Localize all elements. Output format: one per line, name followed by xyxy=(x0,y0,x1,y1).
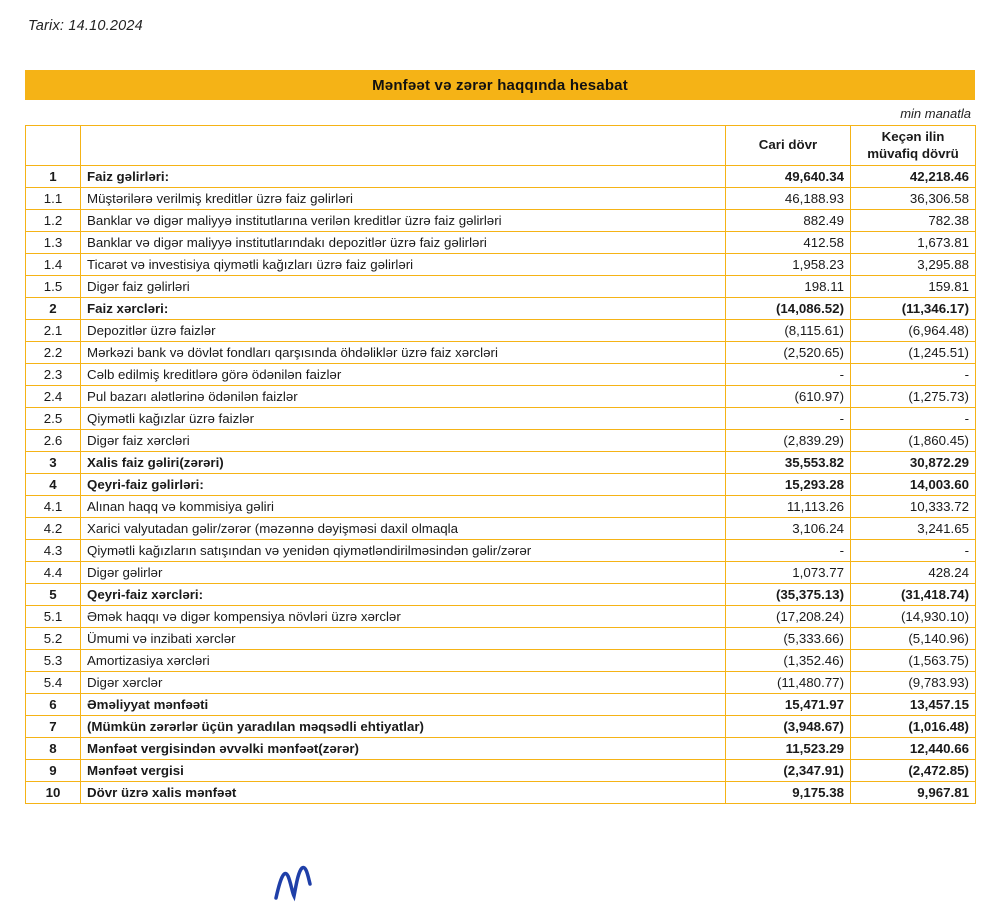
row-label: Müştərilərə verilmiş kreditlər üzrə faiz gəlirləri xyxy=(81,188,726,210)
row-label: Əməliyyat mənfəəti xyxy=(81,694,726,716)
row-current-value: 882.49 xyxy=(726,210,851,232)
table-row xyxy=(26,606,976,628)
row-number: 5.3 xyxy=(26,650,81,672)
row-label: Ticarət və investisiya qiymətli kağızları üzrə faiz gəlirləri xyxy=(81,254,726,276)
row-current-value: (2,520.65) xyxy=(726,342,851,364)
row-previous-value: (1,860.45) xyxy=(851,430,976,452)
header-name-blank xyxy=(81,126,726,166)
row-current-value: (14,086.52) xyxy=(726,298,851,320)
table-row xyxy=(26,188,976,210)
row-previous-value: - xyxy=(851,364,976,386)
row-label: Banklar və digər maliyyə institutlarındakı depozitlər üzrə faiz gəlirləri xyxy=(81,232,726,254)
row-label: (Mümkün zərərlər üçün yaradılan məqsədli ehtiyatlar) xyxy=(81,716,726,738)
row-label: Digər xərclər xyxy=(81,672,726,694)
row-number: 2.4 xyxy=(26,386,81,408)
row-current-value: (11,480.77) xyxy=(726,672,851,694)
row-previous-value: - xyxy=(851,540,976,562)
row-current-value: - xyxy=(726,364,851,386)
row-previous-value: - xyxy=(851,408,976,430)
row-label: Mənfəət vergisindən əvvəlki mənfəət(zərər) xyxy=(81,738,726,760)
row-current-value: 46,188.93 xyxy=(726,188,851,210)
row-previous-value: 9,967.81 xyxy=(851,782,976,804)
table-row xyxy=(26,716,976,738)
row-current-value: 35,553.82 xyxy=(726,452,851,474)
row-previous-value: 782.38 xyxy=(851,210,976,232)
row-number: 4.2 xyxy=(26,518,81,540)
row-previous-value: (1,275.73) xyxy=(851,386,976,408)
row-current-value: (3,948.67) xyxy=(726,716,851,738)
row-number: 4.3 xyxy=(26,540,81,562)
row-number: 2.6 xyxy=(26,430,81,452)
row-current-value: - xyxy=(726,408,851,430)
row-label: Pul bazarı alətlərinə ödənilən faizlər xyxy=(81,386,726,408)
table-row xyxy=(26,474,976,496)
row-previous-value: (6,964.48) xyxy=(851,320,976,342)
row-previous-value: (14,930.10) xyxy=(851,606,976,628)
row-current-value: 9,175.38 xyxy=(726,782,851,804)
row-current-value: 198.11 xyxy=(726,276,851,298)
page-title: Mənfəət və zərər haqqında hesabat xyxy=(372,76,628,94)
row-current-value: (5,333.66) xyxy=(726,628,851,650)
row-number: 2 xyxy=(26,298,81,320)
row-previous-value: 1,673.81 xyxy=(851,232,976,254)
table-row xyxy=(26,364,976,386)
units-note: min manatla xyxy=(900,106,971,121)
row-previous-value: (9,783.93) xyxy=(851,672,976,694)
row-number: 6 xyxy=(26,694,81,716)
report-title-bar xyxy=(25,70,975,100)
table-body xyxy=(26,166,976,804)
row-current-value: 11,113.26 xyxy=(726,496,851,518)
row-number: 1.5 xyxy=(26,276,81,298)
row-current-value: 1,073.77 xyxy=(726,562,851,584)
row-number: 1.2 xyxy=(26,210,81,232)
row-label: Digər gəlirlər xyxy=(81,562,726,584)
row-previous-value: (1,563.75) xyxy=(851,650,976,672)
table-row xyxy=(26,430,976,452)
row-current-value: 15,293.28 xyxy=(726,474,851,496)
row-previous-value: (1,016.48) xyxy=(851,716,976,738)
row-label: Ümumi və inzibati xərclər xyxy=(81,628,726,650)
row-label: Mərkəzi bank və dövlət fondları qarşısında öhdəliklər üzrə faiz xərcləri xyxy=(81,342,726,364)
row-label: Qeyri-faiz gəlirləri: xyxy=(81,474,726,496)
row-label: Faiz gəlirləri: xyxy=(81,166,726,188)
row-number: 5 xyxy=(26,584,81,606)
row-previous-value: 13,457.15 xyxy=(851,694,976,716)
row-current-value: (8,115.61) xyxy=(726,320,851,342)
table-row xyxy=(26,782,976,804)
row-previous-value: (1,245.51) xyxy=(851,342,976,364)
report-date: Tarix: 14.10.2024 xyxy=(28,18,143,34)
row-number: 1.4 xyxy=(26,254,81,276)
row-current-value: 15,471.97 xyxy=(726,694,851,716)
row-label: Dövr üzrə xalis mənfəət xyxy=(81,782,726,804)
table-row xyxy=(26,298,976,320)
table-row xyxy=(26,518,976,540)
row-current-value: (17,208.24) xyxy=(726,606,851,628)
row-previous-value: 12,440.66 xyxy=(851,738,976,760)
table-row xyxy=(26,210,976,232)
row-previous-value: (31,418.74) xyxy=(851,584,976,606)
row-previous-value: 159.81 xyxy=(851,276,976,298)
profit-loss-report xyxy=(25,70,975,804)
row-number: 1.1 xyxy=(26,188,81,210)
table-row xyxy=(26,650,976,672)
row-previous-value: 10,333.72 xyxy=(851,496,976,518)
row-number: 5.4 xyxy=(26,672,81,694)
table-row xyxy=(26,694,976,716)
row-number: 2.3 xyxy=(26,364,81,386)
row-current-value: (35,375.13) xyxy=(726,584,851,606)
row-label: Qiymətli kağızlar üzrə faizlər xyxy=(81,408,726,430)
table-row xyxy=(26,628,976,650)
row-number: 5.2 xyxy=(26,628,81,650)
row-label: Digər faiz gəlirləri xyxy=(81,276,726,298)
row-current-value: (2,839.29) xyxy=(726,430,851,452)
table-row xyxy=(26,452,976,474)
row-number: 4 xyxy=(26,474,81,496)
row-label: Əmək haqqı və digər kompensiya növləri üzrə xərclər xyxy=(81,606,726,628)
table-row xyxy=(26,738,976,760)
table-row xyxy=(26,166,976,188)
row-number: 8 xyxy=(26,738,81,760)
row-label: Faiz xərcləri: xyxy=(81,298,726,320)
table-row xyxy=(26,276,976,298)
row-current-value: - xyxy=(726,540,851,562)
row-previous-value: (11,346.17) xyxy=(851,298,976,320)
table-row xyxy=(26,386,976,408)
header-previous-period: Keçən ilin müvafiq dövrü xyxy=(851,126,976,166)
table-row xyxy=(26,562,976,584)
row-number: 7 xyxy=(26,716,81,738)
row-label: Mənfəət vergisi xyxy=(81,760,726,782)
row-current-value: 1,958.23 xyxy=(726,254,851,276)
row-current-value: 412.58 xyxy=(726,232,851,254)
row-number: 10 xyxy=(26,782,81,804)
row-number: 5.1 xyxy=(26,606,81,628)
row-number: 4.4 xyxy=(26,562,81,584)
row-number: 4.1 xyxy=(26,496,81,518)
row-label: Qiymətli kağızların satışından və yenidən qiymətləndirilməsindən gəlir/zərər xyxy=(81,540,726,562)
row-label: Digər faiz xərcləri xyxy=(81,430,726,452)
row-label: Qeyri-faiz xərcləri: xyxy=(81,584,726,606)
table-row xyxy=(26,320,976,342)
row-label: Xalis faiz gəliri(zərəri) xyxy=(81,452,726,474)
row-label: Amortizasiya xərcləri xyxy=(81,650,726,672)
row-current-value: 49,640.34 xyxy=(726,166,851,188)
row-previous-value: 36,306.58 xyxy=(851,188,976,210)
header-current-period: Cari dövr xyxy=(726,126,851,166)
row-previous-value: (5,140.96) xyxy=(851,628,976,650)
table-row xyxy=(26,584,976,606)
row-number: 9 xyxy=(26,760,81,782)
table-row xyxy=(26,254,976,276)
row-current-value: (2,347.91) xyxy=(726,760,851,782)
row-number: 1.3 xyxy=(26,232,81,254)
row-previous-value: (2,472.85) xyxy=(851,760,976,782)
row-number: 3 xyxy=(26,452,81,474)
table-row xyxy=(26,672,976,694)
row-previous-value: 3,295.88 xyxy=(851,254,976,276)
row-label: Xarici valyutadan gəlir/zərər (məzənnə dəyişməsi daxil olmaqla xyxy=(81,518,726,540)
row-previous-value: 30,872.29 xyxy=(851,452,976,474)
row-number: 2.1 xyxy=(26,320,81,342)
row-previous-value: 3,241.65 xyxy=(851,518,976,540)
row-label: Cəlb edilmiş kreditlərə görə ödənilən faizlər xyxy=(81,364,726,386)
row-label: Banklar və digər maliyyə institutlarına verilən kreditlər üzrə faiz gəlirləri xyxy=(81,210,726,232)
row-previous-value: 428.24 xyxy=(851,562,976,584)
table-row xyxy=(26,760,976,782)
table-row xyxy=(26,408,976,430)
table-row xyxy=(26,232,976,254)
row-current-value: (610.97) xyxy=(726,386,851,408)
row-current-value: (1,352.46) xyxy=(726,650,851,672)
row-number: 2.5 xyxy=(26,408,81,430)
row-previous-value: 42,218.46 xyxy=(851,166,976,188)
header-number-blank xyxy=(26,126,81,166)
table-row xyxy=(26,496,976,518)
row-current-value: 11,523.29 xyxy=(726,738,851,760)
row-previous-value: 14,003.60 xyxy=(851,474,976,496)
row-number: 2.2 xyxy=(26,342,81,364)
financial-table xyxy=(25,125,976,804)
row-label: Alınan haqq və kommisiya gəliri xyxy=(81,496,726,518)
signature-mark xyxy=(270,862,360,902)
table-row xyxy=(26,540,976,562)
table-header xyxy=(26,126,976,166)
row-label: Depozitlər üzrə faizlər xyxy=(81,320,726,342)
table-row xyxy=(26,342,976,364)
row-current-value: 3,106.24 xyxy=(726,518,851,540)
row-number: 1 xyxy=(26,166,81,188)
